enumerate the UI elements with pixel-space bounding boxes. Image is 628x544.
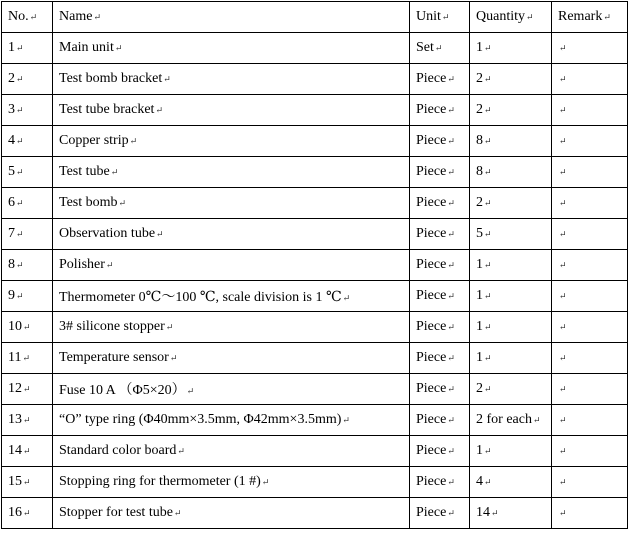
cell-unit: Piece↵ — [410, 436, 470, 467]
cell-quantity: 1↵ — [470, 250, 552, 281]
cell-remark: ↵ — [552, 312, 628, 343]
cell-name: Temperature sensor↵ — [53, 343, 410, 374]
cell-quantity: 1↵ — [470, 33, 552, 64]
cell-quantity: 2↵ — [470, 95, 552, 126]
cell-name: “O” type ring (Φ40mm×3.5mm, Φ42mm×3.5mm)↵ — [53, 405, 410, 436]
table-body — [2, 33, 628, 529]
cell-quantity: 8↵ — [470, 157, 552, 188]
table-row — [2, 343, 628, 374]
cell-no: 16↵ — [2, 498, 53, 529]
cell-remark: ↵ — [552, 343, 628, 374]
cell-remark: ↵ — [552, 498, 628, 529]
cell-name: Copper strip↵ — [53, 126, 410, 157]
cell-remark: ↵ — [552, 219, 628, 250]
table-row — [2, 219, 628, 250]
cell-no: 7↵ — [2, 219, 53, 250]
cell-unit: Piece↵ — [410, 188, 470, 219]
cell-unit: Piece↵ — [410, 250, 470, 281]
parts-list-table — [1, 1, 628, 529]
cell-quantity: 1↵ — [470, 343, 552, 374]
cell-remark: ↵ — [552, 250, 628, 281]
cell-name: Test bomb bracket↵ — [53, 64, 410, 95]
cell-name: Thermometer 0℃～100 ℃, scale division is 1 ℃↵ — [53, 281, 410, 312]
table-row — [2, 33, 628, 64]
cell-quantity: 8↵ — [470, 126, 552, 157]
table-row — [2, 498, 628, 529]
cell-unit: Piece↵ — [410, 219, 470, 250]
cell-unit: Piece↵ — [410, 312, 470, 343]
cell-name: Stopper for test tube↵ — [53, 498, 410, 529]
cell-name: Standard color board↵ — [53, 436, 410, 467]
cell-name: Polisher↵ — [53, 250, 410, 281]
cell-unit: Piece↵ — [410, 498, 470, 529]
table-row — [2, 281, 628, 312]
cell-quantity: 1↵ — [470, 312, 552, 343]
cell-unit: Piece↵ — [410, 126, 470, 157]
cell-no: 15↵ — [2, 467, 53, 498]
cell-no: 10↵ — [2, 312, 53, 343]
cell-remark: ↵ — [552, 281, 628, 312]
cell-unit: Piece↵ — [410, 281, 470, 312]
table-row — [2, 405, 628, 436]
table-row — [2, 188, 628, 219]
cell-unit: Piece↵ — [410, 157, 470, 188]
table-row — [2, 250, 628, 281]
cell-remark: ↵ — [552, 188, 628, 219]
table-row — [2, 467, 628, 498]
cell-quantity: 2↵ — [470, 188, 552, 219]
cell-quantity: 1↵ — [470, 436, 552, 467]
cell-name: Stopping ring for thermometer (1 #)↵ — [53, 467, 410, 498]
cell-unit: Piece↵ — [410, 343, 470, 374]
cell-name: Test bomb↵ — [53, 188, 410, 219]
cell-no: 14↵ — [2, 436, 53, 467]
cell-no: 5↵ — [2, 157, 53, 188]
table-row — [2, 157, 628, 188]
cell-no: 13↵ — [2, 405, 53, 436]
table-header-row — [2, 2, 628, 33]
table-row — [2, 64, 628, 95]
cell-quantity: 5↵ — [470, 219, 552, 250]
cell-quantity: 2↵ — [470, 374, 552, 405]
cell-unit: Piece↵ — [410, 64, 470, 95]
cell-remark: ↵ — [552, 126, 628, 157]
cell-no: 6↵ — [2, 188, 53, 219]
cell-unit: Piece↵ — [410, 374, 470, 405]
cell-name: Fuse 10 A （Φ5×20）↵ — [53, 374, 410, 405]
cell-remark: ↵ — [552, 467, 628, 498]
cell-remark: ↵ — [552, 95, 628, 126]
cell-no: 2↵ — [2, 64, 53, 95]
header-unit: Unit↵ — [410, 2, 470, 33]
cell-no: 11↵ — [2, 343, 53, 374]
cell-unit: Piece↵ — [410, 95, 470, 126]
cell-unit: Piece↵ — [410, 405, 470, 436]
table-row — [2, 374, 628, 405]
cell-no: 1↵ — [2, 33, 53, 64]
cell-remark: ↵ — [552, 374, 628, 405]
cell-no: 8↵ — [2, 250, 53, 281]
cell-quantity: 2 for each↵ — [470, 405, 552, 436]
cell-name: Test tube bracket↵ — [53, 95, 410, 126]
cell-quantity: 2↵ — [470, 64, 552, 95]
cell-remark: ↵ — [552, 33, 628, 64]
cell-remark: ↵ — [552, 405, 628, 436]
cell-unit: Set↵ — [410, 33, 470, 64]
cell-name: Main unit↵ — [53, 33, 410, 64]
cell-remark: ↵ — [552, 436, 628, 467]
table-row — [2, 95, 628, 126]
table-row — [2, 312, 628, 343]
cell-unit: Piece↵ — [410, 467, 470, 498]
table-row — [2, 126, 628, 157]
cell-no: 9↵ — [2, 281, 53, 312]
cell-quantity: 14↵ — [470, 498, 552, 529]
cell-name: Observation tube↵ — [53, 219, 410, 250]
header-remark: Remark↵ — [552, 2, 628, 33]
header-quantity: Quantity↵ — [470, 2, 552, 33]
cell-name: 3# silicone stopper↵ — [53, 312, 410, 343]
cell-name: Test tube↵ — [53, 157, 410, 188]
cell-remark: ↵ — [552, 157, 628, 188]
cell-no: 3↵ — [2, 95, 53, 126]
cell-remark: ↵ — [552, 64, 628, 95]
cell-quantity: 1↵ — [470, 281, 552, 312]
cell-no: 12↵ — [2, 374, 53, 405]
header-name: Name↵ — [53, 2, 410, 33]
table-row — [2, 436, 628, 467]
header-no: No.↵ — [2, 2, 53, 33]
cell-quantity: 4↵ — [470, 467, 552, 498]
cell-no: 4↵ — [2, 126, 53, 157]
